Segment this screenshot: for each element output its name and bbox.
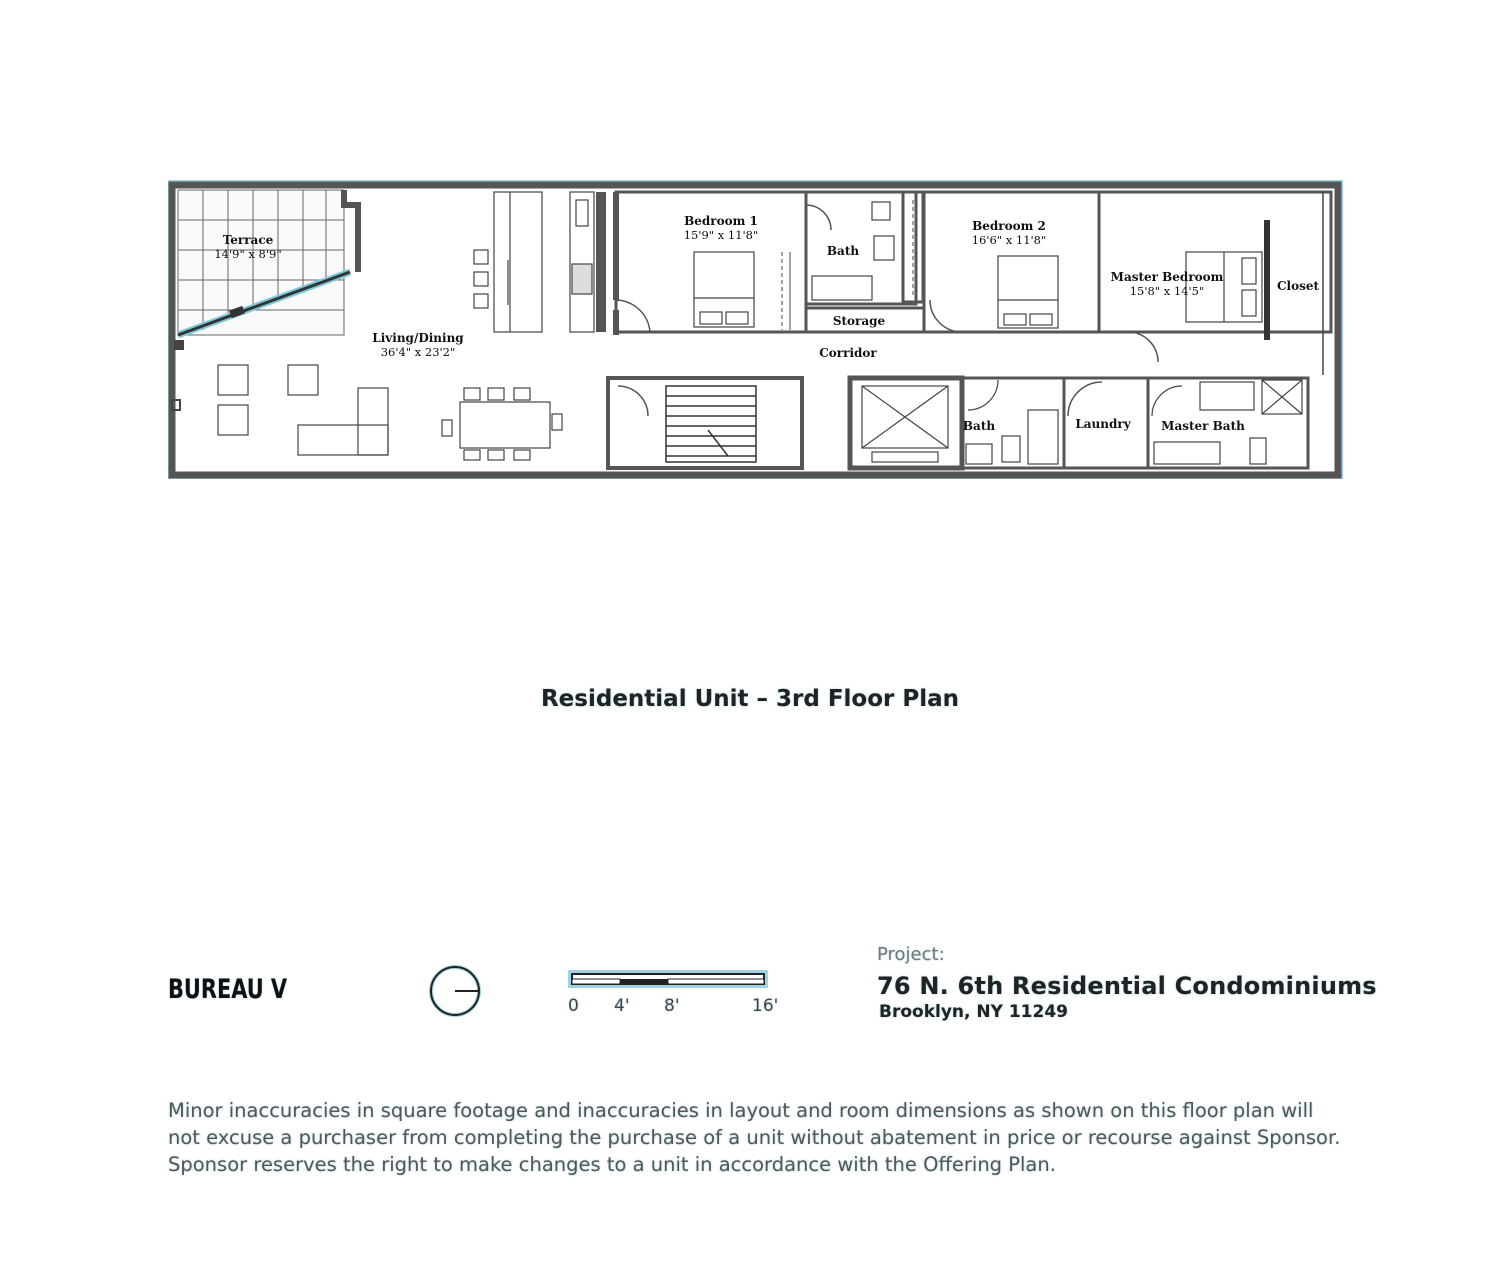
room-label-bath-top: Bath: [826, 244, 860, 258]
floor-plan-drawing: [168, 180, 1344, 480]
scale-label-4: 4': [614, 996, 630, 1016]
stairs: [666, 386, 756, 462]
elevator: [862, 386, 948, 462]
room-label-storage: Storage: [832, 314, 886, 328]
room-label-bedroom1: Bedroom 1: [684, 214, 758, 228]
project-name: 76 N. 6th Residential Condominiums: [877, 972, 1377, 1000]
bed-1: [694, 252, 754, 327]
room-label-living: Living/Dining: [372, 331, 464, 345]
room-dims-bedroom2: 16'6" x 11'8": [971, 233, 1047, 247]
room-label-corridor: Corridor: [819, 346, 877, 360]
floor-plan: [168, 180, 1344, 480]
room-label-laundry: Laundry: [1075, 417, 1131, 431]
scale-label-0: 0: [568, 996, 579, 1016]
scale-bar: [564, 966, 770, 992]
room-dims-master: 15'8" x 14'5": [1129, 284, 1205, 298]
bed-2: [998, 256, 1058, 328]
room-label-master: Master Bedroom: [1110, 270, 1224, 284]
living-furniture: [218, 365, 562, 460]
room-label-terrace: Terrace: [222, 233, 274, 247]
room-label-closet: Closet: [1276, 279, 1320, 293]
sheet-title: Residential Unit – 3rd Floor Plan: [540, 686, 960, 712]
scale-label-16: 16': [752, 996, 779, 1016]
room-dims-living: 36'4" x 23'2": [380, 345, 456, 359]
north-arrow-icon: [428, 964, 482, 1018]
room-label-master-bath: Master Bath: [1161, 419, 1245, 433]
room-dims-terrace: 14'9" x 8'9": [214, 247, 282, 261]
project-label: Project:: [877, 944, 945, 965]
disclaimer-text: Minor inaccuracies in square footage and inaccuracies in layout and room dimensions as shown on this floor plan will not excuse a purchaser from completing the purchase of a unit without abatement in price or recourse against Sponsor. Sponsor reserves the right to make changes to a unit in accordance with the Offering Plan.: [168, 1099, 1341, 1176]
scale-label-8: 8': [664, 996, 680, 1016]
project-address: Brooklyn, NY 11249: [879, 1002, 1068, 1022]
room-dims-bedroom1: 15'9" x 11'8": [683, 228, 759, 242]
terrace-area: [178, 190, 344, 335]
room-label-bath-bottom: Bath: [962, 419, 996, 433]
kitchen: [474, 192, 594, 332]
brand-logo: BUREAU V: [168, 974, 288, 1005]
room-label-bedroom2: Bedroom 2: [972, 219, 1046, 233]
